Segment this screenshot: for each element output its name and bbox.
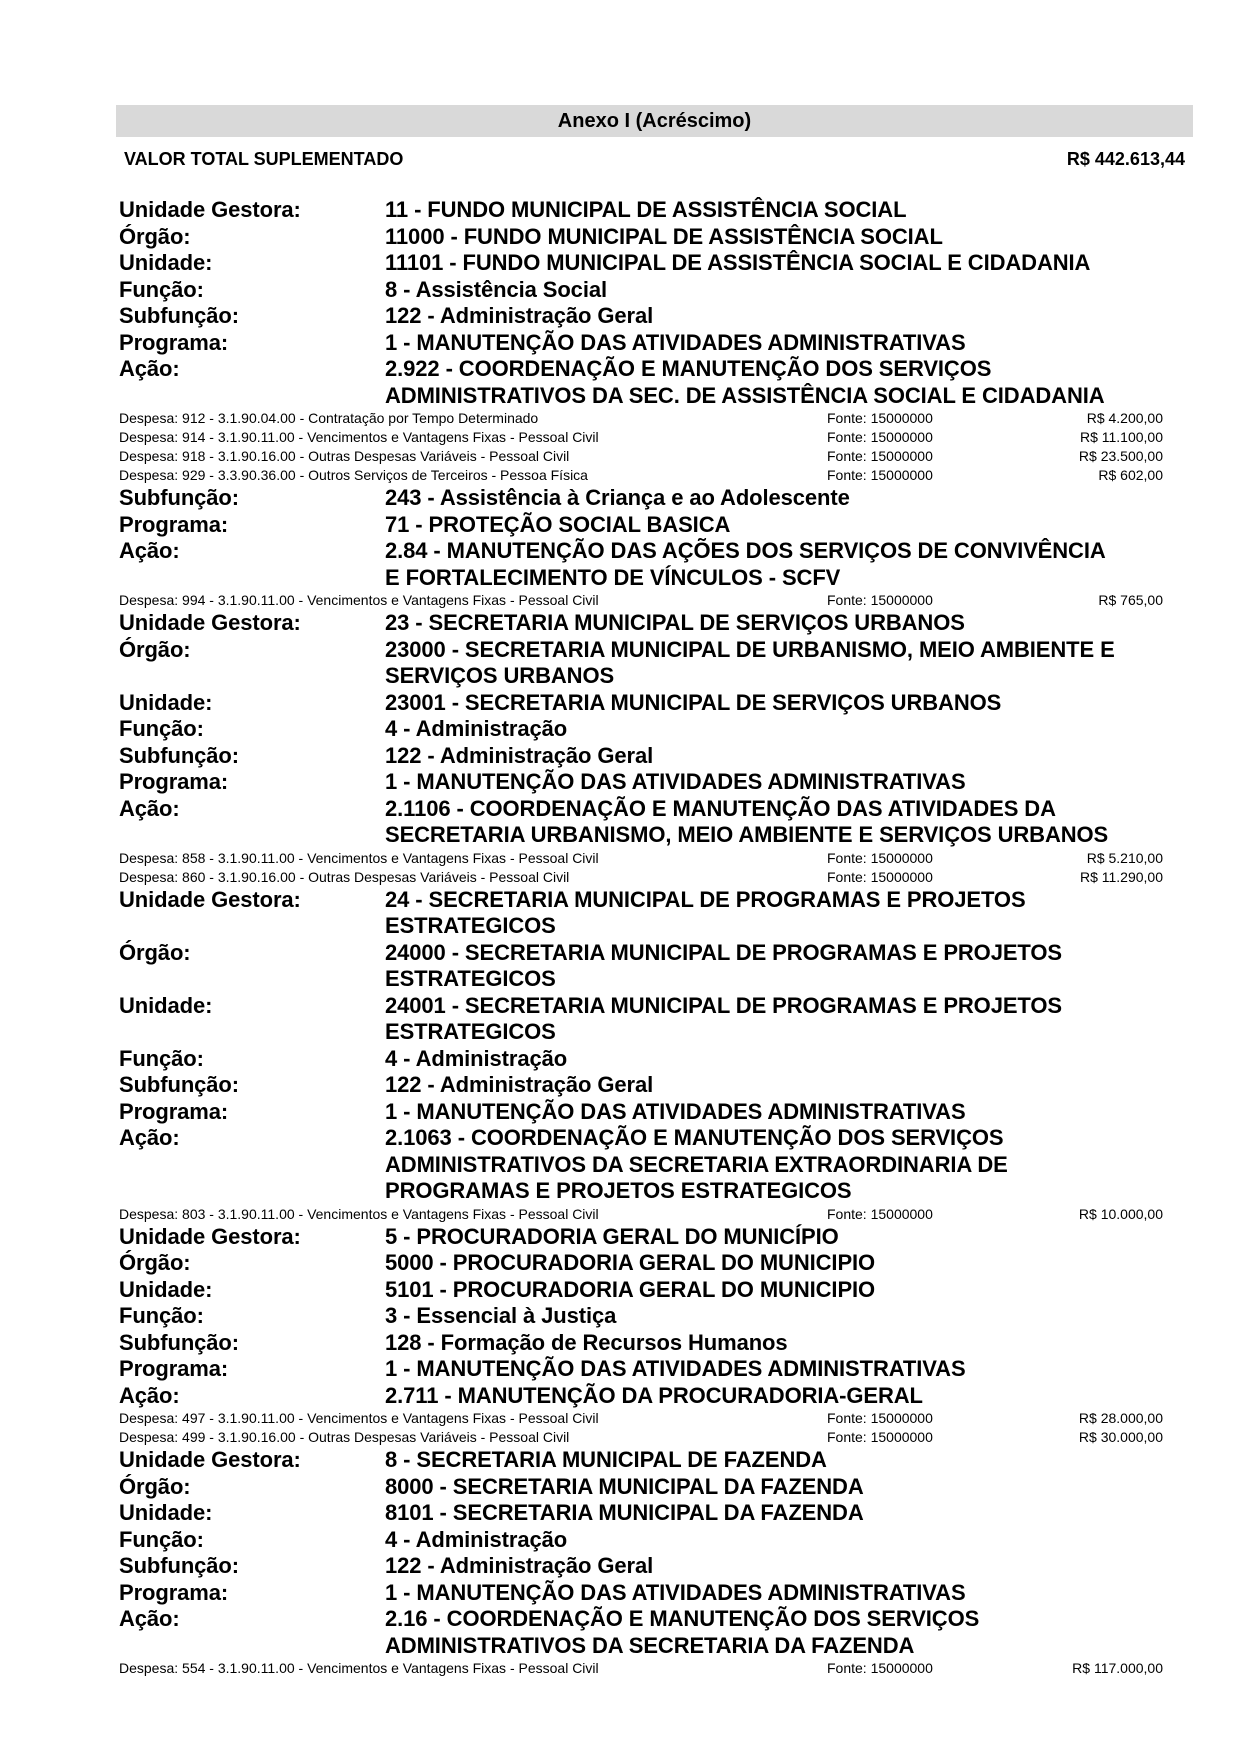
field-label: Órgão: [119, 636, 191, 662]
field-label: Ação: [119, 356, 180, 381]
expense-amount: R$ 602,00 [1098, 467, 1163, 483]
expense-source: Fonte: 15000000 [827, 1660, 933, 1676]
field-row [119, 1178, 1193, 1205]
expense-amount: R$ 11.290,00 [1079, 868, 1163, 885]
field-label: Unidade: [119, 250, 213, 275]
expense-amount: R$ 10.000,00 [1078, 1205, 1163, 1222]
expense-description: Despesa: 914 - 3.1.90.11.00 - Vencimentos e Vantagens Fixas - Pessoal Civil [119, 429, 599, 445]
field-label: Unidade: [119, 1276, 213, 1302]
expense-row [119, 868, 1193, 887]
field-label: Unidade: [119, 1500, 213, 1525]
field-row [119, 1072, 1193, 1099]
field-label: Programa: [119, 511, 229, 537]
field-value: 11000 - FUNDO MUNICIPAL DE ASSISTÊNCIA SOCIAL [385, 223, 943, 249]
field-row [119, 383, 1193, 410]
field-label [119, 1019, 385, 1046]
field-value: 128 - Formação de Recursos Humanos [385, 1329, 788, 1355]
expense-row [119, 591, 1193, 610]
expense-row [119, 466, 1193, 485]
field-value: 23 - SECRETARIA MUNICIPAL DE SERVIÇOS URBANOS [385, 610, 965, 635]
field-row [119, 1383, 1193, 1410]
field-value: 4 - Administração [385, 1045, 568, 1071]
field-value: 1 - MANUTENÇÃO DAS ATIVIDADES ADMINISTRATIVAS [385, 1356, 966, 1381]
field-row [119, 663, 1193, 690]
expense-row [119, 409, 1193, 428]
field-label: Função: [119, 276, 204, 302]
field-row [119, 356, 1193, 383]
expense-source: Fonte: 15000000 [827, 1205, 933, 1222]
field-label [119, 663, 385, 690]
field-value: ADMINISTRATIVOS DA SECRETARIA EXTRAORDINARIA DE [385, 1151, 1008, 1177]
expense-row [119, 1409, 1193, 1428]
field-label: Subfunção: [119, 742, 239, 768]
field-row [119, 1633, 1193, 1660]
expense-source: Fonte: 15000000 [827, 868, 933, 885]
field-label: Programa: [119, 1579, 229, 1605]
field-label: Subfunção: [119, 485, 239, 510]
field-label: Ação: [119, 1125, 180, 1150]
field-value: 2.711 - MANUTENÇÃO DA PROCURADORIA-GERAL [385, 1382, 923, 1408]
field-row [119, 1527, 1193, 1554]
field-label [119, 1633, 385, 1660]
field-row [119, 1099, 1193, 1126]
field-value: 23000 - SECRETARIA MUNICIPAL DE URBANISMO, MEIO AMBIENTE E [385, 636, 1115, 662]
field-value: 8000 - SECRETARIA MUNICIPAL DA FAZENDA [385, 1473, 864, 1499]
field-value: 8 - SECRETARIA MUNICIPAL DE FAZENDA [385, 1447, 827, 1472]
field-label: Ação: [119, 795, 180, 821]
field-value: 4 - Administração [385, 716, 568, 741]
field-label: Função: [119, 1045, 204, 1071]
field-label [119, 1152, 385, 1179]
field-row [119, 485, 1193, 512]
field-value: 1 - MANUTENÇÃO DAS ATIVIDADES ADMINISTRATIVAS [385, 1098, 966, 1124]
field-value: 2.1106 - COORDENAÇÃO E MANUTENÇÃO DAS ATIVIDADES DA [385, 795, 1056, 821]
field-value: 5101 - PROCURADORIA GERAL DO MUNICIPIO [385, 1276, 876, 1302]
field-value: 5 - PROCURADORIA GERAL DO MUNICÍPIO [385, 1223, 839, 1249]
expense-amount: R$ 765,00 [1098, 592, 1163, 608]
field-label: Programa: [119, 769, 229, 794]
field-label: Órgão: [119, 223, 191, 249]
expense-description: Despesa: 554 - 3.1.90.11.00 - Vencimentos e Vantagens Fixas - Pessoal Civil [119, 1660, 599, 1676]
field-label: Órgão: [119, 1473, 191, 1499]
expense-amount: R$ 5.210,00 [1086, 849, 1163, 866]
field-value: 2.16 - COORDENAÇÃO E MANUTENÇÃO DOS SERVIÇOS [385, 1606, 980, 1631]
field-value: 3 - Essencial à Justiça [385, 1303, 617, 1328]
field-label: Programa: [119, 1098, 229, 1124]
field-label: Ação: [119, 1606, 180, 1631]
expense-description: Despesa: 994 - 3.1.90.11.00 - Vencimentos e Vantagens Fixas - Pessoal Civil [119, 592, 599, 608]
field-row [119, 822, 1193, 849]
field-row [119, 1606, 1193, 1633]
field-row [119, 224, 1193, 251]
field-label [119, 1178, 385, 1205]
field-value: 1 - MANUTENÇÃO DAS ATIVIDADES ADMINISTRATIVAS [385, 769, 966, 794]
field-row [119, 1019, 1193, 1046]
expense-source: Fonte: 15000000 [827, 1429, 933, 1445]
field-label: Unidade Gestora: [119, 1223, 301, 1249]
field-label: Unidade Gestora: [119, 610, 301, 635]
field-value: 24000 - SECRETARIA MUNICIPAL DE PROGRAMAS E PROJETOS [385, 939, 1062, 965]
field-value: ADMINISTRATIVOS DA SECRETARIA DA FAZENDA [385, 1632, 915, 1658]
field-row [119, 769, 1193, 796]
expense-description: Despesa: 497 - 3.1.90.11.00 - Vencimentos e Vantagens Fixas - Pessoal Civil [119, 1410, 599, 1426]
expense-row [119, 849, 1193, 868]
expense-source: Fonte: 15000000 [827, 467, 933, 483]
field-label: Programa: [119, 329, 229, 355]
total-label: VALOR TOTAL SUPLEMENTADO [124, 149, 404, 169]
field-value: ESTRATEGICOS [385, 913, 556, 938]
field-label: Unidade Gestora: [119, 886, 301, 912]
field-label [119, 565, 385, 592]
field-value: 24 - SECRETARIA MUNICIPAL DE PROGRAMAS E PROJETOS [385, 886, 1026, 912]
field-label: Unidade: [119, 689, 213, 715]
expense-amount: R$ 23.500,00 [1078, 448, 1163, 464]
field-row [119, 1277, 1193, 1304]
expense-amount: R$ 4.200,00 [1086, 410, 1163, 426]
total-row [116, 147, 1193, 171]
expense-source: Fonte: 15000000 [827, 592, 933, 608]
total-value: R$ 442.613,44 [1066, 149, 1185, 169]
field-row [119, 637, 1193, 664]
expense-description: Despesa: 803 - 3.1.90.11.00 - Vencimentos e Vantagens Fixas - Pessoal Civil [119, 1205, 599, 1222]
expense-source: Fonte: 15000000 [827, 849, 933, 866]
field-row [119, 1152, 1193, 1179]
field-label: Ação: [119, 538, 180, 563]
field-value: 2.922 - COORDENAÇÃO E MANUTENÇÃO DOS SERVIÇOS [385, 356, 992, 381]
expense-description: Despesa: 499 - 3.1.90.16.00 - Outras Despesas Variáveis - Pessoal Civil [119, 1429, 570, 1445]
field-value: 24001 - SECRETARIA MUNICIPAL DE PROGRAMAS E PROJETOS [385, 992, 1062, 1018]
expense-source: Fonte: 15000000 [827, 1410, 933, 1426]
field-value: 243 - Assistência à Criança e ao Adolescente [385, 485, 850, 510]
field-label [119, 383, 385, 410]
field-value: SERVIÇOS URBANOS [385, 663, 615, 688]
field-value: 2.1063 - COORDENAÇÃO E MANUTENÇÃO DOS SERVIÇOS [385, 1125, 1004, 1150]
field-label: Subfunção: [119, 303, 239, 328]
field-label: Função: [119, 1303, 204, 1328]
field-label [119, 822, 385, 849]
field-value: 1 - MANUTENÇÃO DAS ATIVIDADES ADMINISTRATIVAS [385, 329, 966, 355]
field-value: ADMINISTRATIVOS DA SEC. DE ASSISTÊNCIA SOCIAL E CIDADANIA [385, 382, 1105, 408]
expense-source: Fonte: 15000000 [827, 429, 933, 445]
expense-amount: R$ 11.100,00 [1079, 429, 1163, 445]
expense-amount: R$ 28.000,00 [1078, 1410, 1163, 1426]
field-label: Função: [119, 1526, 204, 1552]
field-row [119, 1356, 1193, 1383]
field-row [119, 1330, 1193, 1357]
field-row [119, 1046, 1193, 1073]
expense-description: Despesa: 912 - 3.1.90.04.00 - Contratação por Tempo Determinado [119, 410, 539, 426]
field-value: 8101 - SECRETARIA MUNICIPAL DA FAZENDA [385, 1500, 864, 1525]
field-row [119, 796, 1193, 823]
expense-row [119, 1659, 1193, 1678]
field-row [119, 1447, 1193, 1474]
field-value: 11 - FUNDO MUNICIPAL DE ASSISTÊNCIA SOCIAL [385, 197, 907, 222]
field-row [119, 1125, 1193, 1152]
expense-description: Despesa: 929 - 3.3.90.36.00 - Outros Serviços de Terceiros - Pessoa Física [119, 467, 588, 483]
field-row [119, 690, 1193, 717]
document-page [116, 105, 1193, 1678]
field-value: 122 - Administração Geral [385, 1072, 654, 1097]
field-value: 11101 - FUNDO MUNICIPAL DE ASSISTÊNCIA SOCIAL E CIDADANIA [385, 250, 1091, 275]
field-row [119, 966, 1193, 993]
field-value: 5000 - PROCURADORIA GERAL DO MUNICIPIO [385, 1250, 876, 1275]
field-row [119, 716, 1193, 743]
field-label: Unidade Gestora: [119, 197, 301, 222]
field-label: Subfunção: [119, 1329, 239, 1355]
expense-description: Despesa: 918 - 3.1.90.16.00 - Outras Despesas Variáveis - Pessoal Civil [119, 448, 570, 464]
field-label: Subfunção: [119, 1553, 239, 1578]
field-row [119, 538, 1193, 565]
field-value: SECRETARIA URBANISMO, MEIO AMBIENTE E SERVIÇOS URBANOS [385, 822, 1109, 847]
annex-title: Anexo I (Acréscimo) [116, 105, 1193, 137]
field-row [119, 1224, 1193, 1251]
field-row [119, 1553, 1193, 1580]
field-value: ESTRATEGICOS [385, 966, 556, 991]
field-value: 8 - Assistência Social [385, 276, 607, 302]
field-row [119, 303, 1193, 330]
field-value: 122 - Administração Geral [385, 742, 654, 768]
field-row [119, 1474, 1193, 1501]
field-label: Subfunção: [119, 1072, 239, 1097]
field-value: 71 - PROTEÇÃO SOCIAL BASICA [385, 511, 731, 537]
field-value: PROGRAMAS E PROJETOS ESTRATEGICOS [385, 1178, 852, 1203]
expense-row [119, 428, 1193, 447]
expense-row [119, 447, 1193, 466]
field-row [119, 277, 1193, 304]
expense-source: Fonte: 15000000 [827, 448, 933, 464]
field-label: Programa: [119, 1356, 229, 1381]
field-row [119, 512, 1193, 539]
field-row [119, 250, 1193, 277]
field-label: Ação: [119, 1382, 180, 1408]
expense-row [119, 1428, 1193, 1447]
expense-amount: R$ 30.000,00 [1078, 1429, 1163, 1445]
field-label [119, 966, 385, 993]
field-row [119, 913, 1193, 940]
field-row [119, 993, 1193, 1020]
field-row [119, 1500, 1193, 1527]
field-label: Órgão: [119, 1250, 191, 1275]
field-value: 2.84 - MANUTENÇÃO DAS AÇÕES DOS SERVIÇOS DE CONVIVÊNCIA [385, 538, 1106, 563]
field-label: Função: [119, 716, 204, 741]
field-value: 122 - Administração Geral [385, 1553, 654, 1578]
expense-amount: R$ 117.000,00 [1072, 1660, 1163, 1676]
expense-source: Fonte: 15000000 [827, 410, 933, 426]
field-value: E FORTALECIMENTO DE VÍNCULOS - SCFV [385, 564, 841, 590]
field-label [119, 913, 385, 940]
field-row [119, 610, 1193, 637]
field-row [119, 940, 1193, 967]
field-value: ESTRATEGICOS [385, 1019, 556, 1044]
expense-description: Despesa: 858 - 3.1.90.11.00 - Vencimentos e Vantagens Fixas - Pessoal Civil [119, 849, 599, 866]
field-value: 23001 - SECRETARIA MUNICIPAL DE SERVIÇOS URBANOS [385, 689, 1002, 715]
expense-description: Despesa: 860 - 3.1.90.16.00 - Outras Despesas Variáveis - Pessoal Civil [119, 868, 570, 885]
field-row [119, 1250, 1193, 1277]
field-row [119, 1580, 1193, 1607]
field-label: Unidade Gestora: [119, 1447, 301, 1472]
field-row [119, 197, 1193, 224]
field-row [119, 565, 1193, 592]
field-value: 122 - Administração Geral [385, 303, 654, 328]
field-value: 1 - MANUTENÇÃO DAS ATIVIDADES ADMINISTRATIVAS [385, 1579, 966, 1605]
expense-row [119, 1205, 1193, 1224]
field-row [119, 743, 1193, 770]
field-row [119, 887, 1193, 914]
field-row [119, 1303, 1193, 1330]
field-label: Órgão: [119, 939, 191, 965]
field-value: 4 - Administração [385, 1526, 568, 1552]
budget-listing [116, 197, 1193, 1678]
field-label: Unidade: [119, 992, 213, 1018]
field-row [119, 330, 1193, 357]
